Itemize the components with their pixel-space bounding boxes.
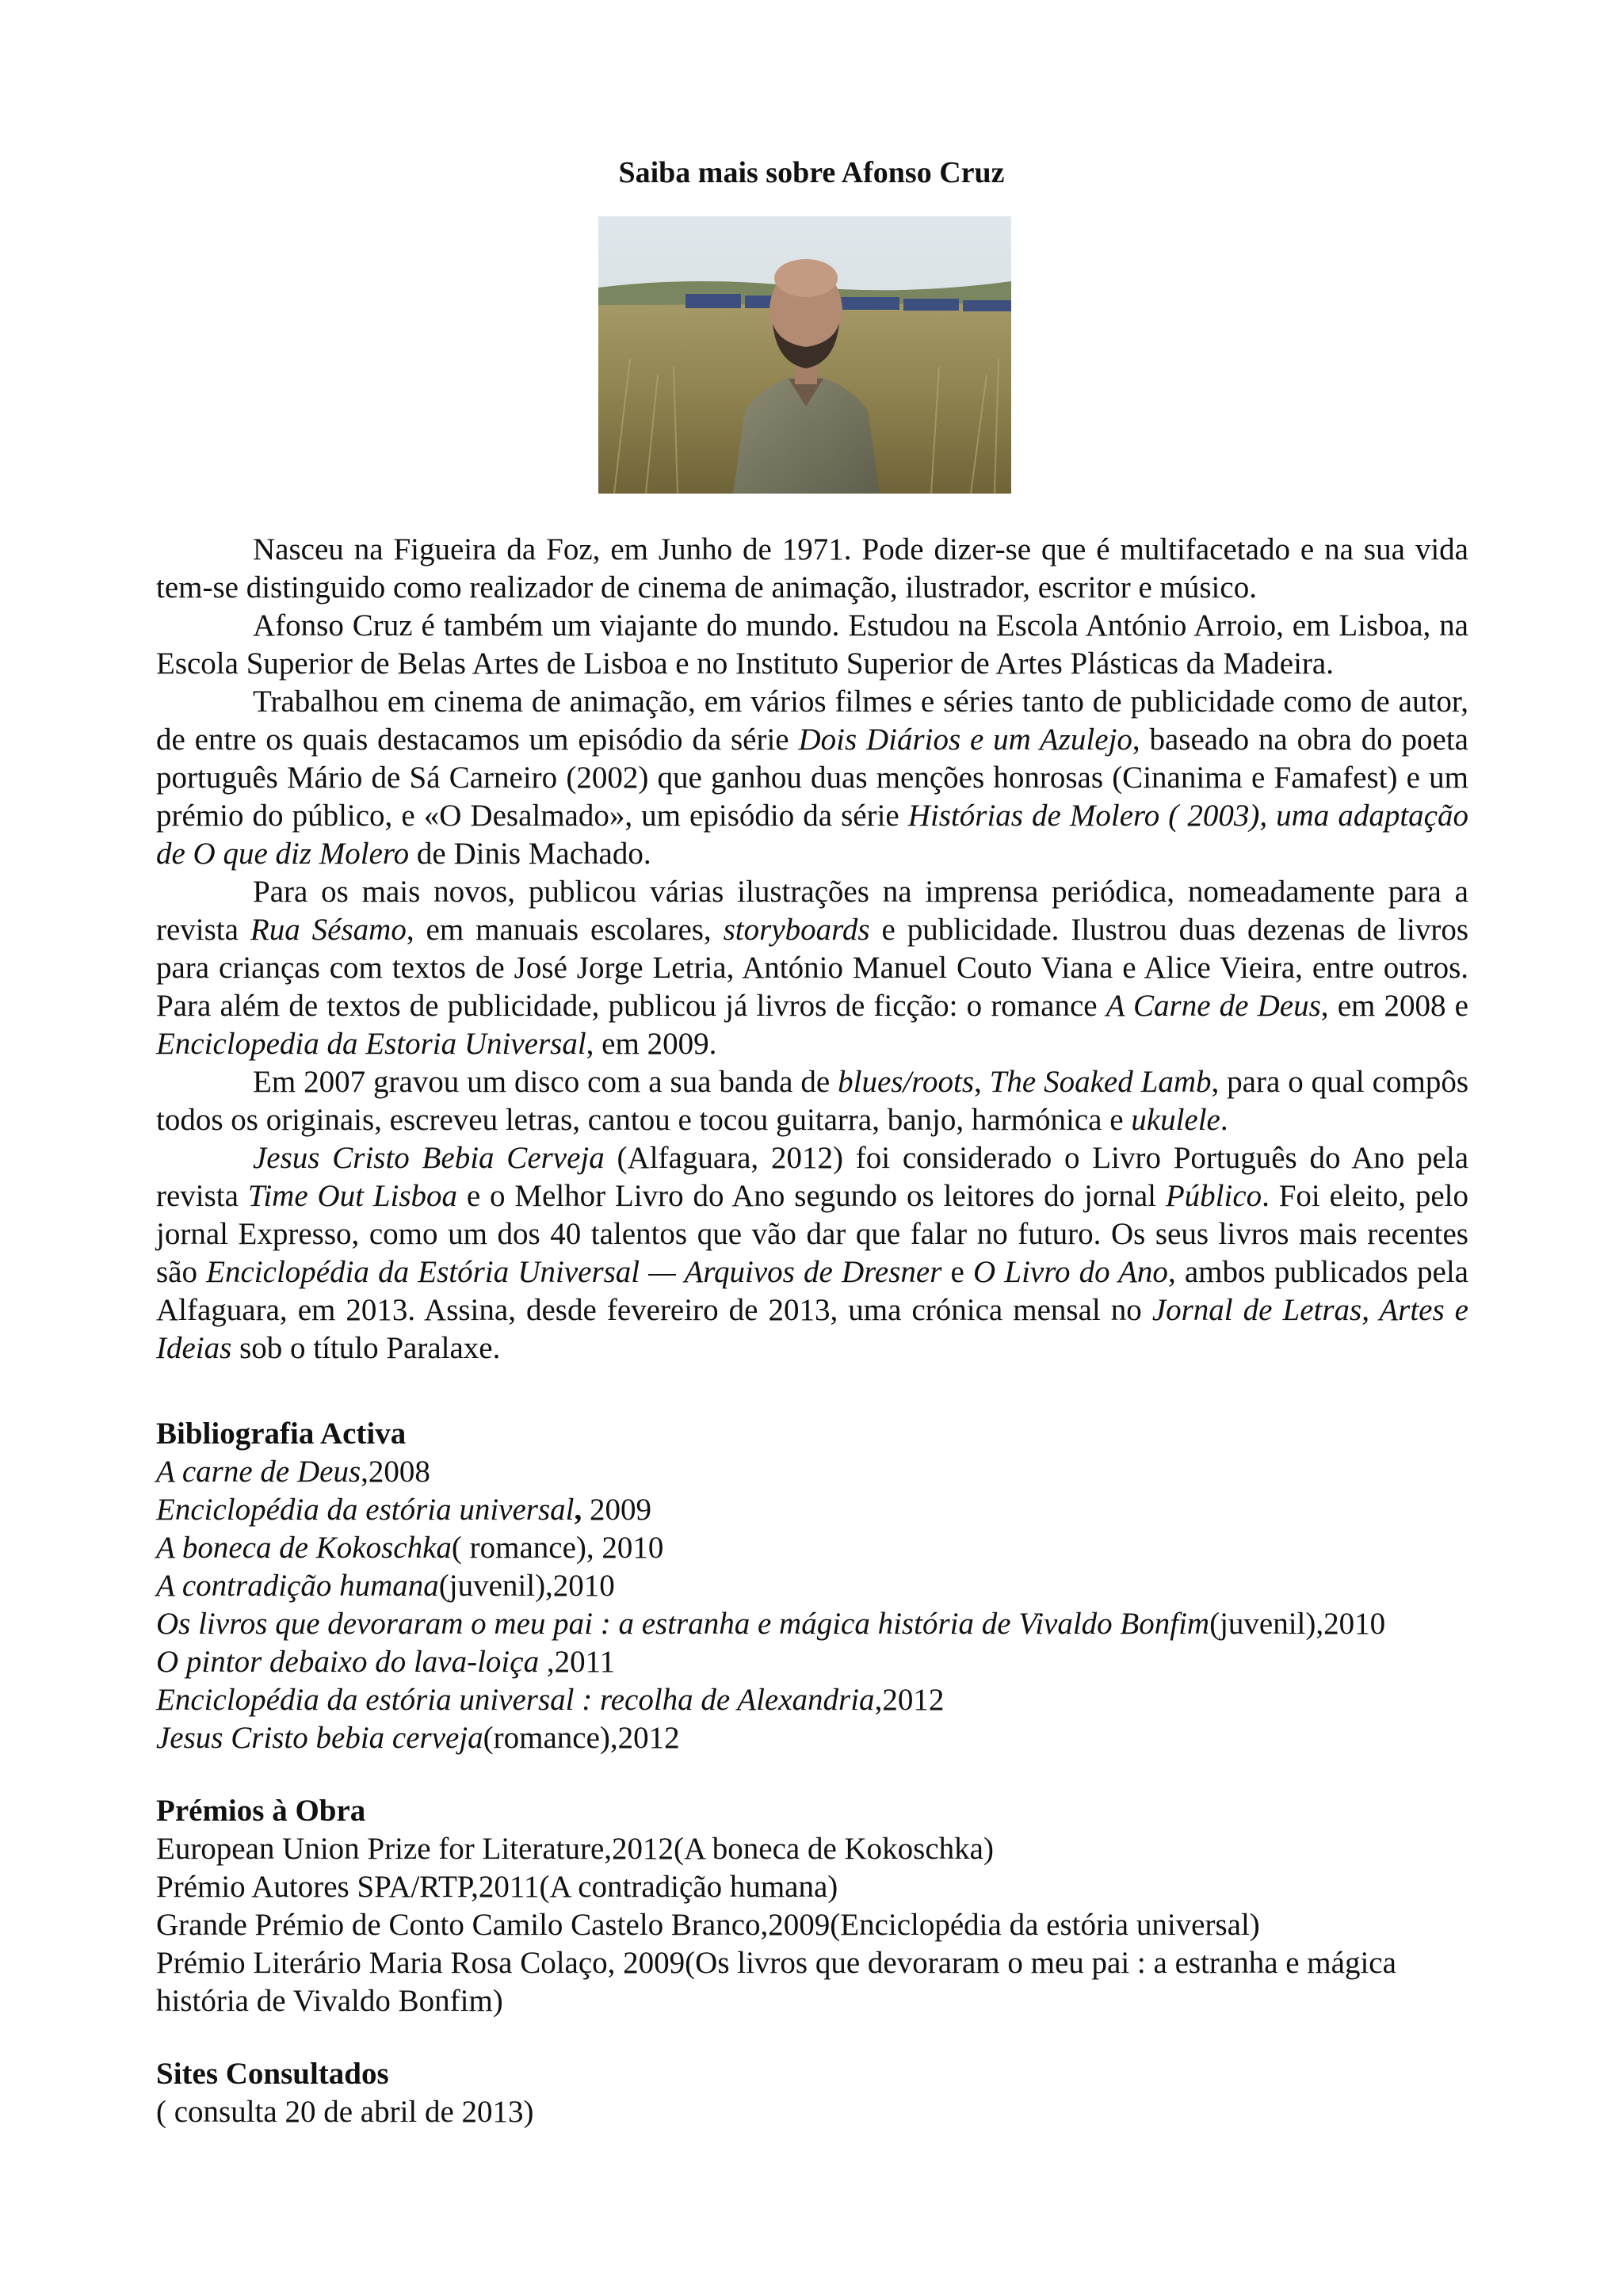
award-item: European Union Prize for Literature,2012(A boneca de Kokoschka)	[156, 1832, 994, 1866]
bibliography-item: Jesus Cristo bebia cerveja(romance),2012	[156, 1721, 680, 1755]
bibliography-item: A boneca de Kokoschka( romance), 2010	[156, 1531, 664, 1565]
bibliography-item: A contradição humana(juvenil),2010	[156, 1569, 615, 1603]
bibliography-item: Os livros que devoraram o meu pai : a estranha e mágica história de Vivaldo Bonfim(juvenil),2010	[156, 1607, 1386, 1641]
bibliography-heading: Bibliografia Activa	[156, 1417, 407, 1451]
page-title: Saiba mais sobre Afonso Cruz	[618, 156, 1005, 189]
bibliography-item: O pintor debaixo do lava-loiça ,2011	[156, 1645, 616, 1679]
sites-note: ( consulta 20 de abril de 2013)	[156, 2095, 534, 2129]
sites-section	[156, 2055, 1503, 2131]
bibliography-section	[156, 1415, 1503, 1757]
biography-text	[156, 531, 1468, 1367]
bibliography-item: Enciclopédia da estória universal, 2009	[156, 1493, 651, 1527]
portrait-image	[598, 216, 1011, 494]
award-item: Grande Prémio de Conto Camilo Castelo Branco,2009(Enciclopédia da estória universal)	[156, 1908, 1260, 1942]
sites-heading: Sites Consultados	[156, 2057, 389, 2091]
bibliography-item: Enciclopédia da estória universal : recolha de Alexandria,2012	[156, 1683, 945, 1717]
award-item: Prémio Autores SPA/RTP,2011(A contradição humana)	[156, 1870, 838, 1904]
bibliography-item: A carne de Deus,2008	[156, 1455, 430, 1489]
bio-paragraph: Jesus Cristo Bebia Cerveja (Alfaguara, 2012) foi considerado o Livro Português do Ano pela revista Time Out Lisboa e o Melhor Livro do Ano segundo os leitores do jornal Público. Foi eleito, pelo jornal Expresso, como um dos 40 talentos que vão dar que falar no futuro. Os seus livros mais recentes são Enciclopédia da Estória Universal — Arquivos de Dresner e O Livro do Ano, ambos publicados pela Alfaguara, em 2013. Assina, desde fevereiro de 2013, uma crónica mensal no Jornal de Letras, Artes e Ideias sob o título Paralaxe.	[156, 1141, 1469, 1365]
bio-paragraph: Nasceu na Figueira da Foz, em Junho de 1971. Pode dizer-se que é multifacetado e na sua vida tem-se distinguido como realizador de cinema de animação, ilustrador, escritor e músico.	[156, 532, 1468, 605]
bio-paragraph: Afonso Cruz é também um viajante do mundo. Estudou na Escola António Arroio, em Lisboa, na Escola Superior de Belas Artes de Lisboa e no Instituto Superior de Artes Plásticas da Madeira.	[156, 608, 1468, 681]
bio-paragraph: Para os mais novos, publicou várias ilustrações na imprensa periódica, nomeadamente para a revista Rua Sésamo, em manuais escolares, storyboards e publicidade. Ilustrou duas dezenas de livros para crianças com textos de José Jorge Letria, António Manuel Couto Viana e Alice Vieira, entre outros. Para além de textos de publicidade, publicou já livros de ficção: o romance A Carne de Deus, em 2008 e Enciclopedia da Estoria Universal, em 2009.	[156, 875, 1468, 1061]
bio-paragraph: Em 2007 gravou um disco com a sua banda de blues/roots, The Soaked Lamb, para o qual compôs todos os originais, escreveu letras, cantou e tocou guitarra, banjo, harmónica e ukulele.	[156, 1065, 1468, 1137]
awards-heading: Prémios à Obra	[156, 1794, 366, 1828]
award-item: Prémio Literário Maria Rosa Colaço, 2009(Os livros que devoraram o meu pai : a estranha e mágica história de Vivaldo Bonfim)	[156, 1946, 1396, 2018]
awards-section	[156, 1792, 1503, 2020]
bio-paragraph: Trabalhou em cinema de animação, em vários filmes e séries tanto de publicidade como de autor, de entre os quais destacamos um episódio da série Dois Diários e um Azulejo, baseado na obra do poeta português Mário de Sá Carneiro (2002) que ganhou duas menções honrosas (Cinanima e Famafest) e um prémio do público, e «O Desalmado», um episódio da série Histórias de Molero ( 2003), uma adaptação de O que diz Molero de Dinis Machado.	[156, 685, 1468, 871]
author-photo	[598, 216, 1011, 494]
